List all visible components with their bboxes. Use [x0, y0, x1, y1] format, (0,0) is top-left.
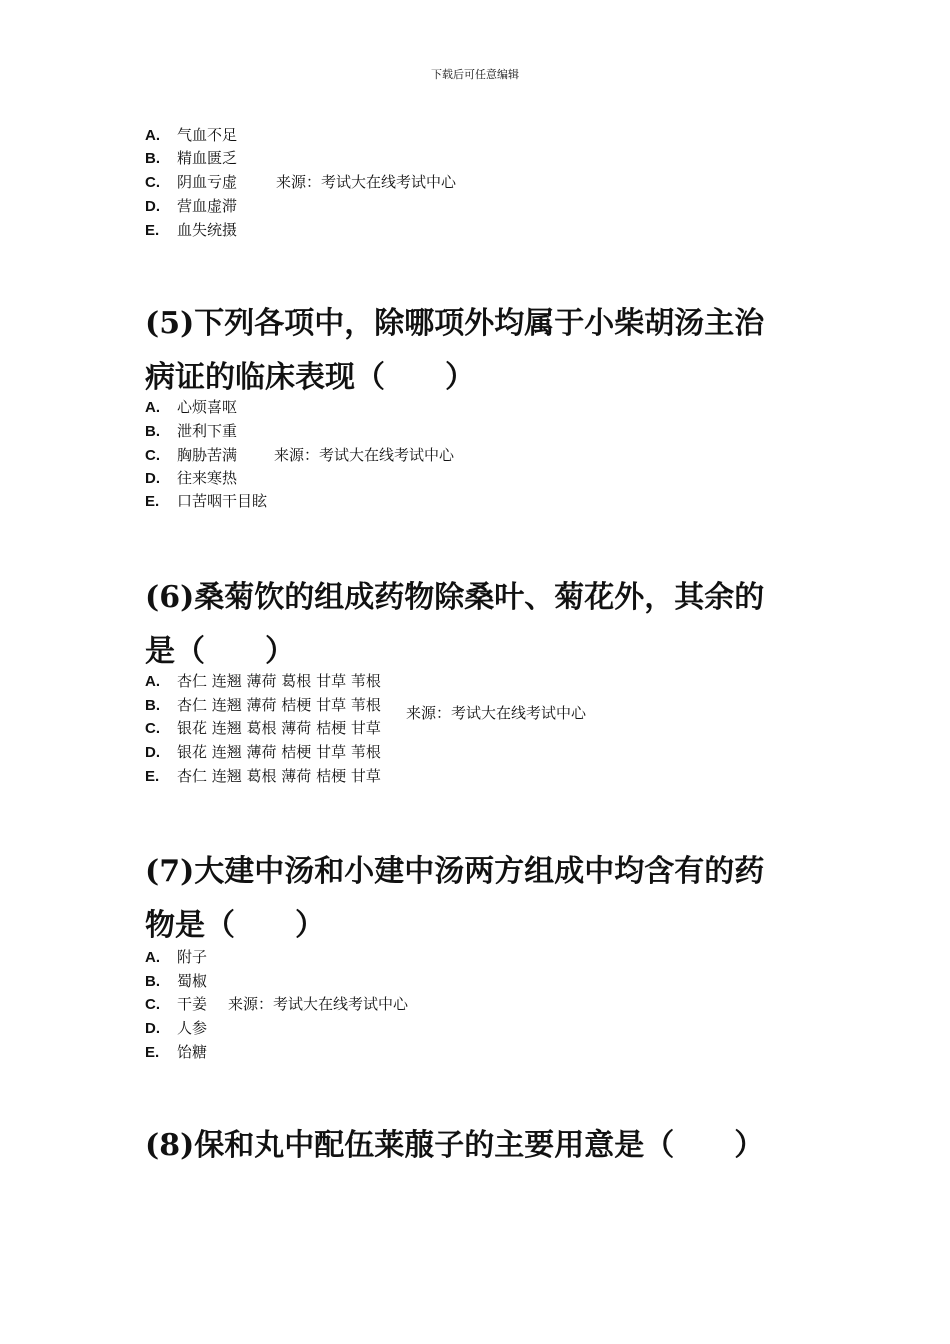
option-text: 泄利下重 [177, 422, 238, 440]
q7-title-line1: (7)大建中汤和小建中汤两方组成中均含有的药 [145, 854, 765, 889]
option-letter: B. [145, 697, 160, 714]
option-letter: E. [145, 1044, 160, 1061]
option-text: 干姜 [177, 995, 208, 1013]
option-letter: B. [145, 973, 160, 990]
q8-title-line1: (8)保和丸中配伍莱菔子的主要用意是（ ） [145, 1128, 765, 1163]
q4-source-note: 来源：考试大在线考试中心 [276, 173, 457, 191]
q6-option-a[interactable] [145, 670, 381, 693]
q7-source-note: 来源：考试大在线考试中心 [228, 995, 409, 1013]
q4-option-a[interactable] [145, 124, 237, 147]
q7-option-b[interactable] [145, 970, 207, 993]
option-text: 营血虚滞 [177, 197, 238, 215]
q4-option-c[interactable] [145, 171, 237, 194]
option-letter: A. [145, 127, 160, 144]
q5-option-e[interactable] [145, 490, 267, 513]
option-text: 往来寒热 [177, 469, 238, 487]
option-letter: A. [145, 949, 160, 966]
option-text: 心烦喜呕 [177, 398, 238, 416]
option-letter: C. [145, 720, 160, 737]
q6-source-note: 来源：考试大在线考试中心 [406, 704, 587, 722]
page-header: 下载后可任意编辑 [431, 68, 519, 81]
option-text: 杏仁 连翘 薄荷 葛根 甘草 苇根 [177, 672, 381, 690]
option-text: 饴糖 [177, 1043, 208, 1061]
q5-title-line2: 病证的临床表现（ ） [145, 360, 475, 395]
q7-option-d[interactable] [145, 1017, 207, 1040]
option-text: 口苦咽干目眩 [177, 492, 268, 510]
q5-option-d[interactable] [145, 467, 237, 490]
q5-title-line1: (5)下列各项中，除哪项外均属于小柴胡汤主治 [145, 306, 765, 341]
option-letter: C. [145, 996, 160, 1013]
option-text: 阴血亏虚 [177, 173, 238, 191]
option-text: 人参 [177, 1019, 208, 1037]
q5-title [145, 297, 815, 405]
option-letter: B. [145, 423, 160, 440]
option-letter: B. [145, 150, 160, 167]
option-letter: D. [145, 744, 160, 761]
q7-option-c[interactable] [145, 993, 207, 1016]
option-letter: E. [145, 493, 160, 510]
q6-title-line1: (6)桑菊饮的组成药物除桑叶、菊花外，其余的 [145, 580, 765, 615]
q4-option-e[interactable] [145, 219, 237, 242]
option-text: 银花 连翘 薄荷 桔梗 甘草 苇根 [177, 743, 381, 761]
option-text: 精血匮乏 [177, 149, 238, 167]
option-text: 附子 [177, 948, 208, 966]
q8-title [145, 1119, 815, 1173]
q5-option-b[interactable] [145, 420, 237, 443]
option-text: 胸胁苦满 [177, 446, 238, 464]
option-text: 银花 连翘 葛根 薄荷 桔梗 甘草 [177, 719, 381, 737]
option-text: 蜀椒 [177, 972, 208, 990]
q7-title [145, 845, 815, 953]
q6-title [145, 571, 815, 679]
q5-option-a[interactable] [145, 396, 237, 419]
q7-option-e[interactable] [145, 1041, 207, 1064]
option-letter: E. [145, 768, 160, 785]
option-letter: E. [145, 222, 160, 239]
option-text: 杏仁 连翘 葛根 薄荷 桔梗 甘草 [177, 767, 381, 785]
option-letter: C. [145, 174, 160, 191]
q7-title-line2: 物是（ ） [145, 908, 325, 943]
q6-option-b[interactable] [145, 694, 381, 717]
option-letter: D. [145, 470, 160, 487]
option-letter: D. [145, 1020, 160, 1037]
q5-source-note: 来源：考试大在线考试中心 [274, 446, 455, 464]
q6-option-e[interactable] [145, 765, 381, 788]
q7-option-a[interactable] [145, 946, 207, 969]
q6-option-c[interactable] [145, 717, 381, 740]
q4-option-b[interactable] [145, 147, 237, 170]
q4-option-d[interactable] [145, 195, 237, 218]
option-letter: A. [145, 673, 160, 690]
q5-option-c[interactable] [145, 444, 237, 467]
option-letter: D. [145, 198, 160, 215]
option-letter: C. [145, 447, 160, 464]
q6-option-d[interactable] [145, 741, 381, 764]
option-text: 血失统摄 [177, 221, 238, 239]
option-text: 气血不足 [177, 126, 238, 144]
option-text: 杏仁 连翘 薄荷 桔梗 甘草 苇根 [177, 696, 381, 714]
option-letter: A. [145, 399, 160, 416]
q6-title-line2: 是（ ） [145, 634, 295, 669]
